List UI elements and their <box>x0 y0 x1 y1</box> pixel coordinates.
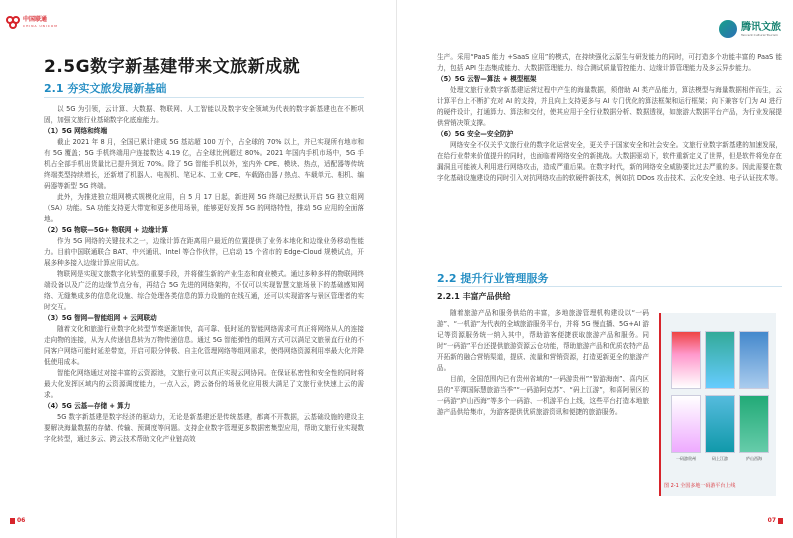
china-unicom-logo <box>6 16 58 30</box>
paragraph: 随着旅游产品和服务供给的丰富，多地旅游管理机构建设以“一码游”、“一机游”为代表的全域旅游服务平台，并将 5G 慢直播、5G+AI 游记等资源服务统一纳入其中，帮助游客便捷获取旅游产品和服务。同时“一码游”平台还提供旅游资源云仓功能，帮助旅游产品和优质农特产品开拓新的融合营销渠道，提质、流量和营销资源，打造更新更全的旅游产品。 <box>437 309 649 372</box>
page-marker <box>778 518 783 524</box>
figure-panel <box>659 313 776 496</box>
tencent-culture-emblem-icon <box>719 20 737 38</box>
logo-sub: Tencent Cultural Tourism <box>741 32 778 37</box>
logo-name: 腾讯文旅 <box>741 21 781 33</box>
intro-paragraph: 以 5G 为引领，云计算、大数据、物联网、人工智能以及数字安全领域为代表的数字新基建也在不断巩固，加强文旅行业基础数字化底座能力。 <box>44 105 364 124</box>
chapter-title: 2.5G数字新基建带来文旅新成就 <box>44 57 301 77</box>
subsection-title: （5）5G 云智—算法 + 模型框架 <box>437 75 537 83</box>
phone-screenshot <box>705 395 735 453</box>
subsection-title: （4）5G 云基—存储 + 算力 <box>44 402 131 410</box>
phone-screenshot <box>739 395 769 453</box>
phone-screenshot <box>705 331 735 389</box>
paragraph: 生产。采用“PaaS 能力 +SaaS 应用”的模式，在持续强化云原生与研发能力的同时，可打造多个功能丰富的 PaaS 能力，包括 API 生态集成能力、大数据管理能力、综合测试质量管控能力、边缘计算管理能力及多云异步能力。 <box>437 53 782 72</box>
paragraph: 物联网是实现文旅数字化转型的重要手段，并将催生新的产业生态和商业模式。通过多种多样的物联网终端设备以及广泛的边缘节点分布，再结合 5G 先进的网络架构，不仅可以实现智慧文旅场景下的基础感知网络、无缝集成多的信息化设施、综合处理各类信息的算力设施的在线互通，还可以实现游客与景区管理者的实时交互。 <box>44 270 364 311</box>
right-body-bottom <box>437 308 649 513</box>
section-title: 2.2 提升行业管理服务 <box>437 272 549 285</box>
section-divider <box>44 97 364 98</box>
phone-screenshot <box>671 331 701 389</box>
phone-caption: 码上江游 <box>712 456 728 461</box>
page-number: 06 <box>17 517 26 524</box>
left-body <box>44 104 364 514</box>
paragraph: 作为 5G 网络的关键技术之一，边缘计算在距离用户最近的位置提供了业务本地化和边缘业务移动性能力。目前中国联通联合 BAT、中兴通讯、Intel 等合作伙伴，已启动 15 个省市的 Edge-Cloud 规模试点，开展多种多接入边缘计算应用试点。 <box>44 237 364 267</box>
section-divider <box>437 286 782 287</box>
logo-text: 中国联通 <box>23 16 48 23</box>
phone-screenshot <box>671 395 701 453</box>
subsection-title: （6）5G 安全—安全防护 <box>437 130 514 138</box>
paragraph: 随着文化和旅游行业数字化转型节奏逐渐加快，高可靠、低时延的智能网络需求可真正将网络从人的连接走向物的连接，从为人传递信息转为万物传递信息。通过 5G 智能弹性的组网方式可以满足文旅景直行业的不同客户网络可能时延差带宽，开启可限分钟极、自主化管理网络等组网需求，使得网络资源利用率最大化并降低使用成本。 <box>44 325 364 366</box>
section-title: 2.1 夯实文旅发展新基础 <box>44 82 167 95</box>
phone-caption: 一码游贵州 <box>676 456 696 461</box>
subsection-heading: 2.2.1 丰富产品供给 <box>437 292 511 301</box>
logo-sub: CHINA UNICOM <box>23 24 58 28</box>
phone-screenshot <box>739 331 769 389</box>
tencent-culture-logo <box>719 20 781 38</box>
page-number: 07 <box>767 517 776 524</box>
page-marker <box>10 518 15 524</box>
subsection-title: （3）5G 智网—智能组网 + 云网联动 <box>44 314 157 322</box>
paragraph: 此外，为推进独立组网模式规模化应用，自 5 月 17 日起，新进网 5G 终端已经默认开启 5G 独立组网（SA）功能。SA 功能支持更大带宽和更多使用场景，能够更好发挥 5G 的网络特性，推动 5G 应用的全面落地。 <box>44 193 364 223</box>
subsection-title: （2）5G 物联—5G+ 物联网 + 边缘计算 <box>44 226 168 234</box>
paragraph: 智能化网络通过对接丰富的云资源池，文旅行业可以真正实现云网协同。在保证私密性和安全性的同时将最大化发挥区域内的云资源调度能力，一点入云，跨云备份的场景化应用极大满足了文旅行业快速上云的需求。 <box>44 369 364 399</box>
paragraph: 目前，全国范围内已有贵州省域的“一码游贵州”“智游海南”、喜内区县的“平潭国际慧旅游当季”“一码游阿克苏”、“码上江游”，和喜阿景区的一码游“庐山西海”等多个一码游、一机游平台上线，这些平台打造本地旅游产品供给集市，为游客提供优质旅游资讯和便捷的旅游服务。 <box>437 375 649 416</box>
paragraph: 截止 2021 年 8 月，全国已累计建成 5G 基站超 100 万个，占全球的 70% 以上，并已实现所有地市和有 5G 覆盖；5G 手机终端用户连接数达 4.19 亿，占全球比例超过 80%。2021 年国内手机市场中，5G 手机占全部手机出货量比已提升到近 70%。除了 5G 智能手机以外，室内外 CPE、模块、热点，适配器等传统终端类型持续增长，还新增了机器人、电视机、笔记本、工业 CPE、车载路由器 / 热点、车载单元、相机、编码器等新型 5G 终端。 <box>44 138 364 190</box>
figure-caption: 图 2-1 全国多地一码游平台上线 <box>664 483 736 489</box>
paragraph: 处理文旅行业数字新基建运营过程中产生的海量数据，须借助 AI 类产品能力，算法模型与海量数据相伴而生，云计算平台上不断扩充对 AI 的支持，并且向上支持更多与 AI 专门优化的算法框架和运行框架；向下兼容专门为 AI 进行的硬件设计，打通算力、算法和交付，使其应用于全行业数据分析、数据透视，如旅游大数据平台产品，为行业发展提供营销决策支撑。 <box>437 86 782 127</box>
right-body-top <box>437 52 782 267</box>
right-page <box>397 0 793 538</box>
subsection-title: （1）5G 网络和终端 <box>44 127 108 135</box>
left-page <box>0 0 396 538</box>
paragraph: 网络安全不仅关乎文旅行业的数字化运营安全，更关乎于国家安全和社会安全。文旅行业数字新基建的加速发展，在给行业带来价值提升的同时，也面临着网络安全的新挑战。大数据驱动下，软件重新定义了世界，但是软件将免存在漏洞且可能被人利用进行网络攻击，造成严重后果。在数字时代，新的网络安全威胁要比过去严重的多。因此需要在数字化基础设施建设的同时引入对抗网络攻击的软硬件新技术，例如抗 DDos 攻击技术、云化安全池、电子认证技术等。 <box>437 141 782 182</box>
unicom-knot-icon <box>6 16 20 30</box>
phone-caption: 庐山西海 <box>746 456 762 461</box>
paragraph: 5G 数字新基建是数字经济的驱动力，无论是新基建还是传统基建，都离不开数据，云基础设施的建设主要解决海量数据的存储、传输、预调度等问题。支持企业数字管理更多数据密集型应用，帮助文旅行业实现数字化转型，通过多云、跨云技术帮助文化产业链高效 <box>44 413 364 443</box>
